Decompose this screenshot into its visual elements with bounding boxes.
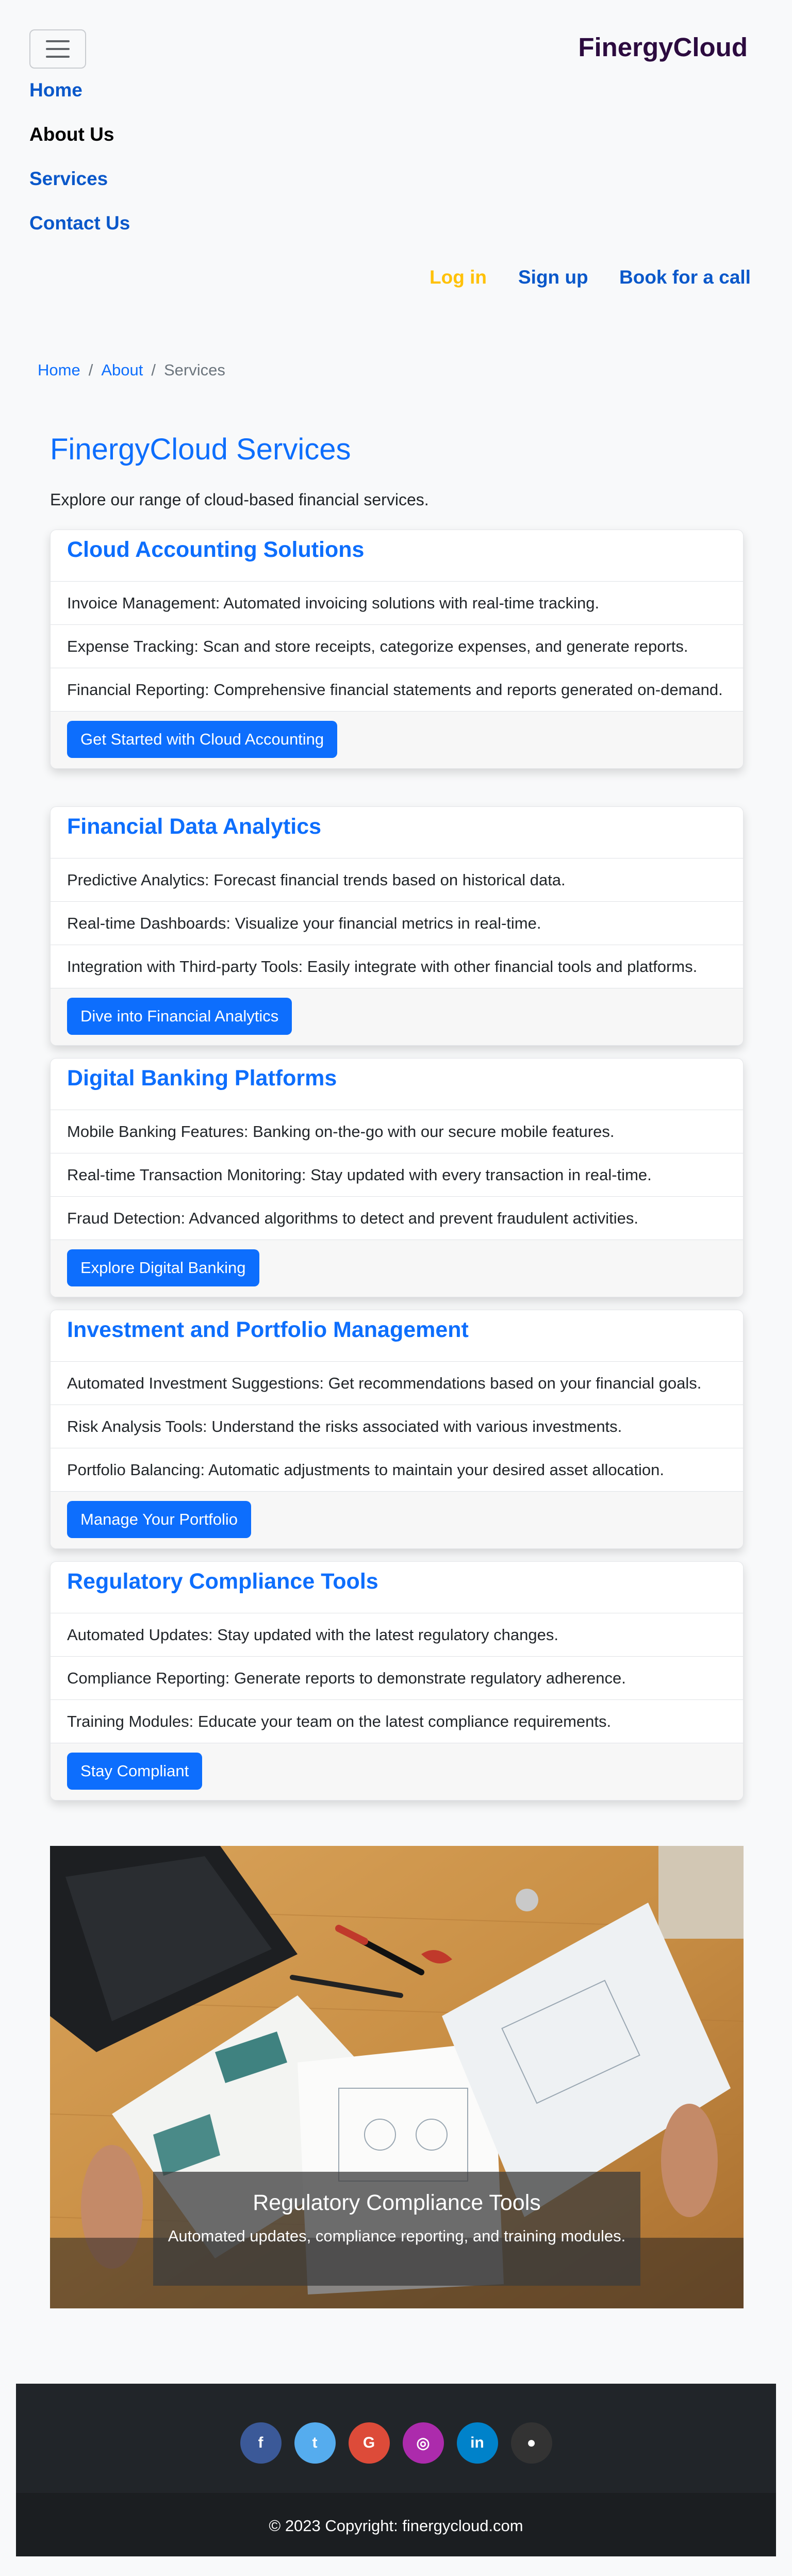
list-item: Portfolio Balancing: Automatic adjustments to maintain your desired asset allocation. (51, 1448, 743, 1492)
list-item: Real-time Transaction Monitoring: Stay updated with every transaction in real-time. (51, 1153, 743, 1197)
list-item: Invoice Management: Automated invoicing solutions with real-time tracking. (51, 582, 743, 625)
list-item: Financial Reporting: Comprehensive financial statements and reports generated on-demand. (51, 668, 743, 712)
list-item: Automated Updates: Stay updated with the latest regulatory changes. (51, 1613, 743, 1657)
facebook-icon[interactable]: f (240, 2422, 282, 2464)
menu-toggle-button[interactable] (29, 29, 86, 69)
banner-caption (153, 2172, 640, 2286)
list-item: Expense Tracking: Scan and store receipts, categorize expenses, and generate reports. (51, 625, 743, 668)
financial-analytics-button[interactable]: Dive into Financial Analytics (67, 998, 292, 1035)
card-footer (51, 988, 743, 1045)
list-item: Automated Investment Suggestions: Get recommendations based on your financial goals. (51, 1362, 743, 1405)
compliance-banner (50, 1846, 744, 2308)
breadcrumb (38, 361, 225, 379)
list-item: Real-time Dashboards: Visualize your financial metrics in real-time. (51, 902, 743, 945)
stay-compliant-button[interactable]: Stay Compliant (67, 1753, 202, 1790)
list-item: Fraud Detection: Advanced algorithms to detect and prevent fraudulent activities. (51, 1197, 743, 1240)
book-call-link[interactable]: Book for a call (619, 267, 751, 288)
card-footer (51, 1492, 743, 1548)
nav-contact[interactable]: Contact Us (29, 212, 130, 234)
card-footer (51, 712, 743, 768)
service-card-digital-banking (50, 1058, 744, 1297)
card-title: Regulatory Compliance Tools (51, 1562, 743, 1613)
card-footer (51, 1240, 743, 1297)
card-title: Digital Banking Platforms (51, 1059, 743, 1110)
list-item: Predictive Analytics: Forecast financial trends based on historical data. (51, 858, 743, 902)
digital-banking-button[interactable]: Explore Digital Banking (67, 1249, 259, 1286)
service-card-cloud-accounting (50, 530, 744, 769)
page-subtitle: Explore our range of cloud-based financial services. (50, 490, 429, 509)
nav-services[interactable]: Services (29, 168, 108, 189)
card-title: Financial Data Analytics (51, 807, 743, 858)
nav-home[interactable]: Home (29, 79, 82, 101)
hamburger-icon (46, 40, 70, 42)
list-item: Compliance Reporting: Generate reports to demonstrate regulatory adherence. (51, 1657, 743, 1700)
service-card-investment (50, 1310, 744, 1549)
google-icon[interactable]: G (349, 2422, 390, 2464)
nav-about[interactable]: About Us (29, 124, 114, 145)
copyright-text: © 2023 Copyright: finergycloud.com (16, 2493, 776, 2556)
page-title: FinergyCloud Services (50, 433, 351, 466)
social-links (16, 2422, 776, 2464)
cloud-accounting-button[interactable]: Get Started with Cloud Accounting (67, 721, 337, 758)
signup-link[interactable]: Sign up (518, 267, 588, 288)
linkedin-icon[interactable]: in (457, 2422, 498, 2464)
service-card-data-analytics (50, 806, 744, 1046)
breadcrumb-about[interactable]: About (101, 361, 143, 379)
list-item: Risk Analysis Tools: Understand the risks associated with various investments. (51, 1405, 743, 1448)
banner-text: Automated updates, compliance reporting, and training modules. (168, 2227, 626, 2245)
breadcrumb-separator: / (151, 361, 156, 379)
list-item: Mobile Banking Features: Banking on-the-go with our secure mobile features. (51, 1110, 743, 1153)
instagram-icon[interactable]: ◎ (403, 2422, 444, 2464)
brand-logo[interactable]: FinergyCloud (578, 32, 748, 62)
card-footer (51, 1743, 743, 1800)
footer (16, 2384, 776, 2556)
service-card-compliance (50, 1561, 744, 1801)
card-title: Investment and Portfolio Management (51, 1310, 743, 1362)
card-title: Cloud Accounting Solutions (51, 530, 743, 582)
banner-title: Regulatory Compliance Tools (253, 2190, 541, 2215)
breadcrumb-current: Services (163, 361, 225, 379)
manage-portfolio-button[interactable]: Manage Your Portfolio (67, 1501, 251, 1538)
breadcrumb-home[interactable]: Home (38, 361, 80, 379)
list-item: Training Modules: Educate your team on the latest compliance requirements. (51, 1700, 743, 1743)
list-item: Integration with Third-party Tools: Easily integrate with other financial tools and platforms. (51, 945, 743, 988)
twitter-icon[interactable]: t (294, 2422, 336, 2464)
github-icon[interactable]: ● (511, 2422, 552, 2464)
login-link[interactable]: Log in (430, 267, 487, 288)
breadcrumb-separator: / (88, 361, 93, 379)
